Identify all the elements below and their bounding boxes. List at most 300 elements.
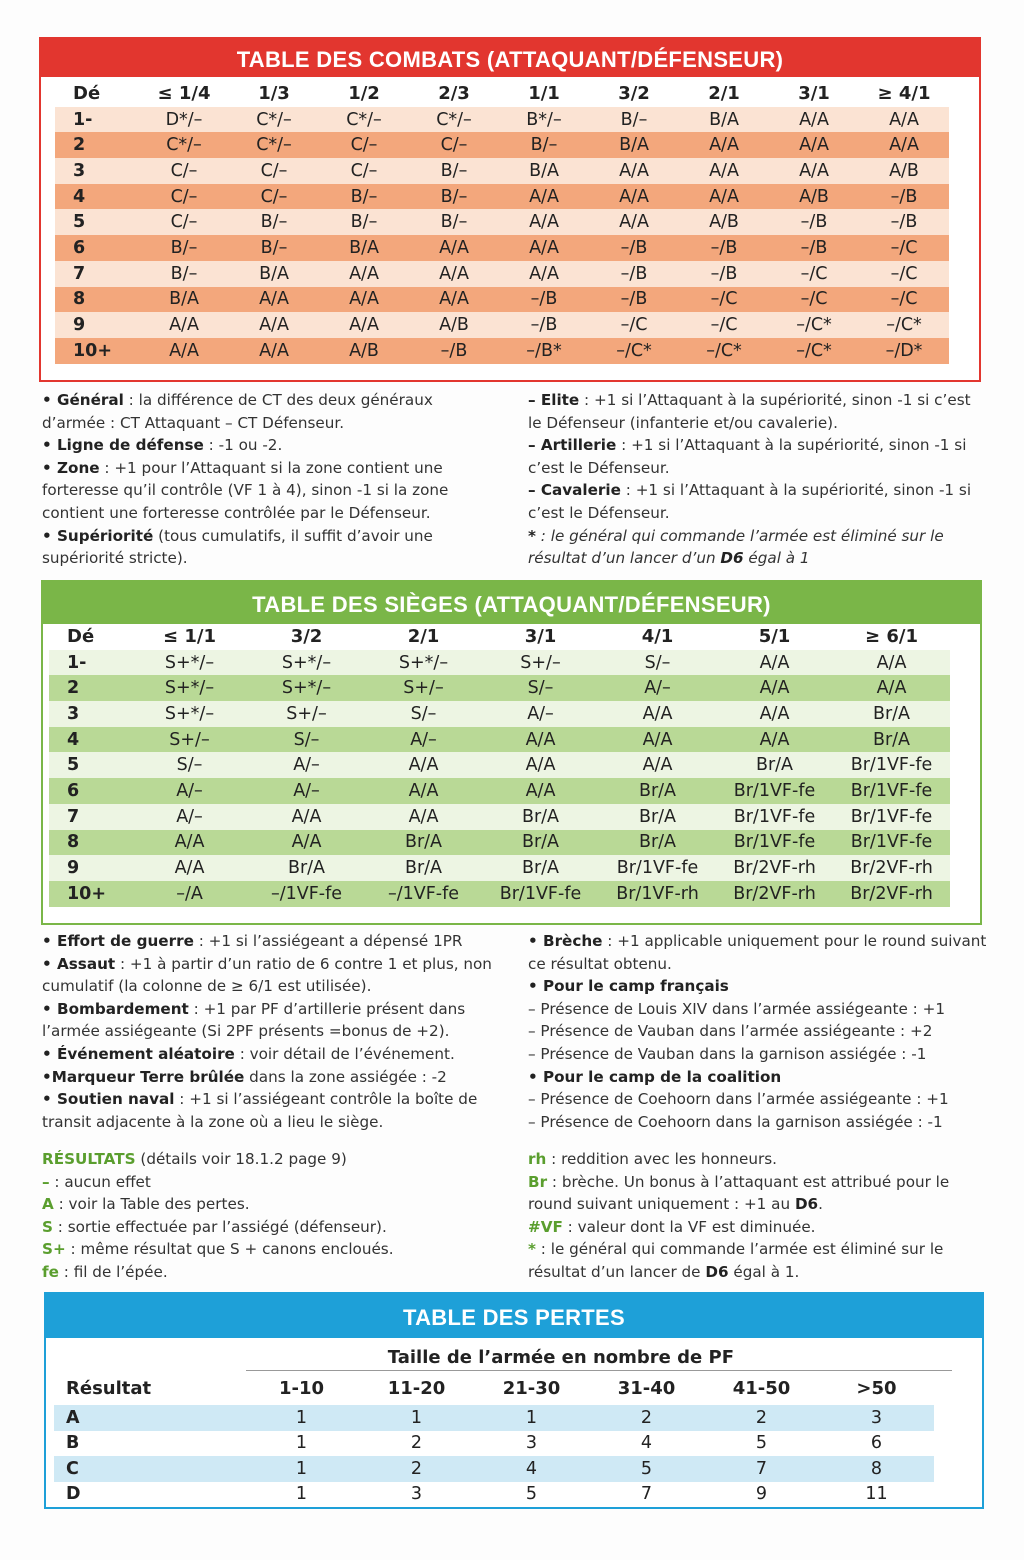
result-legend-item: rh : reddition avec les honneurs.: [528, 1150, 778, 1168]
losses-table-cell: 2: [640, 1407, 653, 1428]
siege-table-cell: 4: [67, 729, 80, 750]
combat-table-cell: A/A: [709, 186, 739, 207]
combat-table-cell: –/B: [440, 340, 468, 361]
siege-note-item: •Marqueur Terre brûlée dans la zone assiégée : -2: [42, 1067, 447, 1086]
combat-table-cell: B/–: [350, 212, 378, 233]
results-title: RÉSULTATS: [42, 1150, 136, 1168]
combat-table-cell: C/–: [170, 212, 198, 233]
combat-table-cell: A/A: [529, 263, 559, 284]
combat-table-cell: –/C: [710, 289, 738, 310]
combat-table-cell: –/C*: [886, 315, 922, 336]
siege-table-cell: S+*/–: [164, 703, 215, 724]
combat-table-cell: A/A: [799, 135, 829, 156]
siege-table-cell: 9: [67, 858, 80, 879]
combat-table-cell: A/A: [619, 160, 649, 181]
combat-table-cell: –/B: [890, 186, 918, 207]
losses-table-cell: 2: [755, 1407, 768, 1428]
combat-table-row: [55, 261, 949, 287]
losses-table-cell: 1: [295, 1484, 308, 1505]
combat-table-title: TABLE DES COMBATS (ATTAQUANT/DÉFENSEUR): [41, 39, 979, 77]
losses-table-header-cell: 11-20: [387, 1377, 446, 1399]
losses-table-header-cell: 21-30: [502, 1377, 561, 1399]
siege-table-cell: S+/–: [286, 703, 327, 724]
combat-table-cell: 6: [73, 237, 86, 258]
siege-table-cell: Br/1VF-rh: [616, 883, 699, 904]
losses-table-header-cell: >50: [856, 1377, 897, 1399]
siege-table-cell: Br/1VF-fe: [733, 780, 816, 801]
combat-table-cell: –/B: [620, 237, 648, 258]
losses-table-cell: 5: [755, 1433, 768, 1454]
combat-table-cell: A/A: [349, 263, 379, 284]
siege-table-header-row: [49, 624, 950, 650]
siege-table-cell: Br/A: [755, 755, 794, 776]
siege-table-cell: Br/2VF-rh: [733, 883, 816, 904]
combat-table-cell: D*/–: [165, 109, 203, 130]
losses-table-cell: 2: [410, 1433, 423, 1454]
result-legend-item: Br : brèche. Un bonus à l’attaquant est attribué pour le round suivant uniquement : +1 au D6.: [528, 1172, 950, 1214]
siege-table-cell: A/–: [410, 729, 437, 750]
combat-table-cell: A/A: [259, 340, 289, 361]
siege-table-cell: Br/2VF-rh: [733, 858, 816, 879]
losses-table-cell: 5: [640, 1458, 653, 1479]
combat-table-cell: A/A: [169, 340, 199, 361]
siege-table-cell: Br/1VF-fe: [733, 832, 816, 853]
combat-table-row: [55, 338, 949, 364]
siege-table-cell: A/A: [642, 729, 673, 750]
losses-table-cell: B: [66, 1433, 80, 1454]
combat-table-cell: A/A: [259, 315, 289, 336]
combat-table-cell: –/B: [620, 289, 648, 310]
combat-table-cell: 9: [73, 315, 86, 336]
losses-table-cell: 4: [640, 1433, 653, 1454]
combat-table-row: [55, 235, 949, 261]
combat-table-cell: C/–: [350, 135, 378, 156]
siege-table-cell: A/A: [525, 780, 556, 801]
losses-table-cell: D: [66, 1484, 81, 1505]
combat-table-cell: A/B: [889, 160, 919, 181]
losses-table-header-cell: Résultat: [66, 1377, 152, 1399]
losses-table-panel: [44, 1292, 984, 1509]
combat-table-cell: B/–: [440, 186, 468, 207]
results-legend-right: [528, 1148, 993, 1284]
siege-table-cell: –/A: [176, 883, 203, 904]
siege-table-cell: A/A: [759, 729, 790, 750]
losses-table-cell: 7: [755, 1458, 768, 1479]
combat-table-cell: A/A: [709, 135, 739, 156]
combat-note-item: • Zone : +1 pour l’Attaquant si la zone contient une forteresse qu’il contrôle (VF 1 à 4), sinon -1 si la zone contient une forteresse contrôlée par le Défenseur.: [42, 458, 449, 522]
siege-table-cell: –/1VF-fe: [270, 883, 343, 904]
combat-table-cell: 4: [73, 186, 86, 207]
combat-table-cell: B/–: [440, 212, 468, 233]
siege-table-cell: Br/A: [521, 806, 560, 827]
losses-table-cell: 9: [755, 1484, 768, 1505]
siege-table-header-cell: 4/1: [641, 626, 674, 648]
combat-note-item: • Général : la différence de CT des deux généraux d’armée : CT Attaquant – CT Défenseur.: [42, 391, 433, 432]
combat-note-item: – Cavalerie : +1 si l’Attaquant à la supériorité, sinon -1 si c’est le Défenseur.: [528, 481, 972, 522]
siege-table-cell: S+*/–: [281, 678, 332, 699]
siege-table-cell: Br/1VF-fe: [850, 806, 933, 827]
siege-table-cell: A/A: [408, 755, 439, 776]
losses-table-row: [54, 1405, 934, 1431]
siege-table-row: [49, 881, 950, 907]
combat-table-cell: 5: [73, 212, 86, 233]
siege-table-cell: Br/A: [521, 858, 560, 879]
siege-table-cell: S+*/–: [164, 652, 215, 673]
siege-table-cell: Br/2VF-rh: [850, 858, 933, 879]
siege-note-item: • Brèche : +1 applicable uniquement pour le round suivant ce résultat obtenu.: [528, 932, 987, 973]
siege-table-cell: 10+: [67, 883, 107, 904]
combat-table-header-cell: 1/2: [348, 83, 380, 105]
combat-table-cell: –/C*: [796, 315, 832, 336]
siege-table-cell: Br/1VF-fe: [733, 806, 816, 827]
losses-table-cell: 3: [410, 1484, 423, 1505]
siege-table: [49, 624, 950, 907]
siege-table-cell: 2: [67, 678, 80, 699]
siege-note-item: – Présence de Coehoorn dans l’armée assiégeante : +1: [528, 1090, 949, 1109]
combat-table-cell: B/–: [530, 135, 558, 156]
siege-table-cell: Br/2VF-rh: [850, 883, 933, 904]
combat-table-cell: B/A: [529, 160, 559, 181]
combat-table-cell: B/–: [170, 263, 198, 284]
combat-footnote: * : le général qui commande l’armée est éliminé sur le résultat d’un lancer d’un D6 égal à 1: [528, 526, 944, 568]
siege-table-cell: A/A: [408, 806, 439, 827]
losses-table-title: TABLE DES PERTES: [46, 1294, 982, 1338]
combat-table-header-cell: 3/2: [618, 83, 650, 105]
siege-table-cell: S+*/–: [164, 678, 215, 699]
combat-table-panel: [39, 37, 981, 382]
siege-table-cell: A/A: [759, 678, 790, 699]
combat-table-cell: A/A: [889, 109, 919, 130]
siege-table-header-cell: ≤ 1/1: [163, 626, 216, 648]
combat-table-cell: A/A: [529, 212, 559, 233]
siege-note-item: • Bombardement : +1 par PF d’artillerie présent dans l’armée assiégeante (Si 2PF présents =bonus de +2).: [42, 999, 466, 1041]
siege-table-cell: S/–: [293, 729, 320, 750]
losses-table-cell: 1: [410, 1407, 423, 1428]
siege-table-cell: Br/1VF-fe: [499, 883, 582, 904]
combat-table-cell: –/B: [890, 212, 918, 233]
combat-table-cell: C/–: [260, 160, 288, 181]
siege-table-row: [49, 830, 950, 856]
siege-table-cell: Br/A: [872, 703, 911, 724]
losses-table-subtitle: Taille de l’armée en nombre de PF: [246, 1346, 952, 1371]
losses-table-header-row: [54, 1371, 934, 1405]
combat-note-item: • Ligne de défense : -1 ou -2.: [42, 436, 283, 455]
siege-table-cell: S/–: [410, 703, 437, 724]
combat-table-cell: B/–: [170, 237, 198, 258]
combat-table-cell: –/B*: [526, 340, 562, 361]
combat-table-cell: A/A: [349, 289, 379, 310]
siege-table-row: [49, 675, 950, 701]
siege-table-cell: A/–: [527, 703, 554, 724]
losses-table-cell: 7: [640, 1484, 653, 1505]
siege-table-cell: A/A: [174, 858, 205, 879]
siege-table-cell: A/–: [644, 678, 671, 699]
siege-note-item: • Soutien naval : +1 si l’assiégeant contrôle la boîte de transit adjacente à la zone où a lieu le siège.: [42, 1090, 478, 1131]
combat-table-cell: –/C: [800, 289, 828, 310]
combat-table-header-cell: 2/1: [708, 83, 740, 105]
losses-table-cell: 1: [295, 1407, 308, 1428]
losses-table-cell: 8: [870, 1458, 883, 1479]
combat-table-cell: –/B: [530, 289, 558, 310]
siege-table-row: [49, 727, 950, 753]
siege-table-cell: 3: [67, 703, 80, 724]
siege-table-cell: A/A: [291, 806, 322, 827]
siege-table-cell: Br/A: [638, 806, 677, 827]
combat-table-cell: –/B: [530, 315, 558, 336]
combat-table-header-row: [55, 81, 949, 107]
combat-table-cell: A/A: [799, 160, 829, 181]
siege-table-row: [49, 778, 950, 804]
combat-table-header-cell: 3/1: [798, 83, 830, 105]
combat-table-cell: 7: [73, 263, 86, 284]
siege-table-cell: A/A: [876, 678, 907, 699]
siege-table-cell: Br/A: [638, 832, 677, 853]
combat-table-cell: B/A: [349, 237, 379, 258]
siege-table-cell: A/A: [759, 703, 790, 724]
combat-table-cell: A/B: [439, 315, 469, 336]
siege-table-cell: A/–: [293, 780, 320, 801]
losses-table-cell: 3: [870, 1407, 883, 1428]
losses-table-header-cell: 41-50: [732, 1377, 791, 1399]
combat-table-cell: A/A: [349, 315, 379, 336]
siege-table-cell: S+/–: [403, 678, 444, 699]
siege-table-cell: Br/1VF-fe: [850, 832, 933, 853]
combat-table-cell: A/A: [439, 237, 469, 258]
siege-note-item: – Présence de Louis XIV dans l’armée assiégeante : +1: [528, 999, 945, 1018]
combat-table-cell: –/C: [890, 237, 918, 258]
combat-table-cell: –/B: [800, 212, 828, 233]
losses-table-cell: 1: [295, 1458, 308, 1479]
combat-table-cell: A/A: [529, 186, 559, 207]
siege-notes-left: [42, 930, 502, 1133]
combat-table-row: [55, 209, 949, 235]
siege-table-row: [49, 701, 950, 727]
result-legend-item: * : le général qui commande l’armée est éliminé sur le résultat d’un lancer de D6 égal à 1.: [528, 1240, 944, 1281]
combat-table-row: [55, 107, 949, 133]
combat-table-row: [55, 158, 949, 184]
siege-table-header-cell: ≥ 6/1: [865, 626, 918, 648]
losses-table-row: [54, 1482, 934, 1508]
combat-table-cell: A/A: [709, 160, 739, 181]
siege-table-cell: A/A: [525, 729, 556, 750]
combat-table-cell: –/C: [890, 263, 918, 284]
combat-table-cell: 3: [73, 160, 86, 181]
losses-table-row: [54, 1431, 934, 1457]
siege-table-cell: 8: [67, 832, 80, 853]
combat-table-cell: A/A: [169, 315, 199, 336]
siege-table-cell: A/–: [293, 755, 320, 776]
siege-table-cell: 6: [67, 780, 80, 801]
combat-table-cell: B/A: [259, 263, 289, 284]
siege-note-item: • Événement aléatoire : voir détail de l’événement.: [42, 1044, 455, 1063]
combat-table-cell: C/–: [170, 186, 198, 207]
combat-table-cell: C/–: [170, 160, 198, 181]
losses-table-cell: 4: [525, 1458, 538, 1479]
siege-table-cell: S+/–: [520, 652, 561, 673]
combat-table-header-cell: ≥ 4/1: [877, 83, 931, 105]
combat-table-header-cell: Dé: [73, 83, 101, 105]
siege-table-cell: A/A: [174, 832, 205, 853]
losses-table-cell: A: [66, 1407, 80, 1428]
result-legend-item: S : sortie effectuée par l’assiégé (défenseur).: [42, 1217, 387, 1236]
combat-table-cell: –/B: [710, 263, 738, 284]
combat-table-header-cell: 1/1: [528, 83, 560, 105]
siege-note-item: – Présence de Coehoorn dans la garnison assiégée : -1: [528, 1112, 943, 1131]
combat-table-cell: B/A: [169, 289, 199, 310]
siege-note-item: – Présence de Vauban dans la garnison assiégée : -1: [528, 1044, 927, 1063]
combat-table-cell: A/A: [529, 237, 559, 258]
losses-table-cell: 1: [525, 1407, 538, 1428]
combat-table-cell: B/–: [260, 212, 288, 233]
result-legend-item: S+ : même résultat que S + canons encloués.: [42, 1240, 394, 1259]
combat-table-cell: C/–: [260, 186, 288, 207]
siege-table-cell: –/1VF-fe: [387, 883, 460, 904]
siege-table-cell: Br/A: [521, 832, 560, 853]
siege-table-cell: S/–: [644, 652, 671, 673]
combat-table-cell: B/–: [440, 160, 468, 181]
losses-table-row: [54, 1456, 934, 1482]
combat-table-cell: C/–: [440, 135, 468, 156]
combat-table-cell: –/B: [800, 237, 828, 258]
siege-table-cell: A/A: [642, 703, 673, 724]
siege-table-cell: 5: [67, 755, 80, 776]
siege-note-item: • Effort de guerre : +1 si l’assiégeant a dépensé 1PR: [42, 932, 463, 950]
combat-table-row: [55, 184, 949, 210]
combat-table-cell: C*/–: [166, 135, 202, 156]
combat-table-cell: C*/–: [256, 135, 292, 156]
combat-table-row: [55, 287, 949, 313]
losses-table-cell: 5: [525, 1484, 538, 1505]
siege-table-cell: A/–: [176, 806, 203, 827]
siege-note-item: – Présence de Vauban dans l’armée assiégeante : +2: [528, 1022, 933, 1041]
combat-table-cell: B/–: [620, 109, 648, 130]
combat-table-cell: A/A: [889, 135, 919, 156]
combat-table: [55, 81, 949, 364]
combat-note-item: – Artillerie : +1 si l’Attaquant à la supériorité, sinon -1 si c’est le Défenseur.: [528, 436, 967, 477]
losses-table-header-cell: 31-40: [617, 1377, 676, 1399]
combat-table-header-cell: ≤ 1/4: [157, 83, 211, 105]
combat-table-cell: B/–: [260, 237, 288, 258]
siege-table-row: [49, 752, 950, 778]
siege-table-panel: [41, 580, 982, 925]
combat-table-cell: A/B: [799, 186, 829, 207]
combat-table-cell: 8: [73, 289, 86, 310]
combat-table-cell: C*/–: [346, 109, 382, 130]
siege-table-cell: Br/A: [638, 780, 677, 801]
combat-note-item: – Elite : +1 si l’Attaquant à la supériorité, sinon -1 si c’est le Défenseur (infanterie et/ou cavalerie).: [528, 391, 971, 432]
combat-table-cell: –/C: [620, 315, 648, 336]
combat-table-cell: A/A: [619, 212, 649, 233]
combat-notes-right: [528, 389, 988, 570]
siege-table-cell: Br/A: [287, 858, 326, 879]
combat-table-header-cell: 1/3: [258, 83, 290, 105]
combat-table-cell: –/D*: [885, 340, 923, 361]
combat-table-cell: A/B: [349, 340, 379, 361]
combat-table-cell: 10+: [73, 340, 113, 361]
losses-table-cell: 2: [410, 1458, 423, 1479]
result-legend-item: A : voir la Table des pertes.: [42, 1195, 250, 1214]
combat-table-cell: –/C: [800, 263, 828, 284]
siege-table-cell: 7: [67, 806, 80, 827]
losses-table-cell: 3: [525, 1433, 538, 1454]
losses-table-header-cell: 1-10: [278, 1377, 325, 1399]
losses-table: [54, 1371, 934, 1507]
siege-table-cell: Br/1VF-fe: [850, 780, 933, 801]
combat-table-cell: 1-: [73, 109, 93, 130]
siege-table-cell: A/–: [176, 780, 203, 801]
siege-table-cell: A/A: [642, 755, 673, 776]
combat-table-row: [55, 312, 949, 338]
siege-table-cell: Br/1VF-fe: [850, 755, 933, 776]
siege-table-cell: A/A: [759, 652, 790, 673]
siege-table-cell: S+*/–: [281, 652, 332, 673]
combat-table-cell: –/C*: [706, 340, 742, 361]
siege-table-cell: A/A: [525, 755, 556, 776]
siege-table-row: [49, 804, 950, 830]
combat-table-cell: –/C*: [796, 340, 832, 361]
siege-table-cell: 1-: [67, 652, 87, 673]
siege-table-row: [49, 855, 950, 881]
siege-table-header-cell: 2/1: [407, 626, 440, 648]
combat-table-cell: B/–: [350, 186, 378, 207]
combat-table-cell: C*/–: [436, 109, 472, 130]
combat-table-cell: A/A: [619, 186, 649, 207]
siege-table-row: [49, 650, 950, 676]
siege-table-header-cell: 3/1: [524, 626, 557, 648]
siege-table-cell: A/A: [408, 780, 439, 801]
siege-table-cell: Br/A: [872, 729, 911, 750]
combat-table-cell: –/C: [710, 315, 738, 336]
siege-note-item: • Assaut : +1 à partir d’un ratio de 6 contre 1 et plus, non cumulatif (la colonne de ≥ 6/1 est utilisée).: [42, 954, 492, 996]
combat-table-cell: C*/–: [256, 109, 292, 130]
siege-table-cell: S/–: [176, 755, 203, 776]
combat-table-cell: –/C: [890, 289, 918, 310]
combat-table-cell: B*/–: [526, 109, 562, 130]
results-legend-left: RÉSULTATS (détails voir 18.1.2 page 9) – : aucun effet A : voir la Table des pertes. S : sortie effectuée par l’assiégé (défenseur). S+ : même résultat que S + canons encloués. fe : fil de l’épée.: [42, 1148, 502, 1284]
siege-note-item: • Pour le camp de la coalition: [528, 1067, 782, 1086]
combat-table-cell: 2: [73, 135, 86, 156]
combat-table-cell: A/A: [439, 263, 469, 284]
combat-table-header-cell: 2/3: [438, 83, 470, 105]
combat-table-cell: A/B: [709, 212, 739, 233]
siege-table-cell: S+/–: [169, 729, 210, 750]
siege-table-cell: Br/A: [404, 858, 443, 879]
result-legend-item: fe : fil de l’épée.: [42, 1262, 168, 1281]
combat-table-cell: –/B: [710, 237, 738, 258]
siege-table-header-cell: 3/2: [290, 626, 323, 648]
siege-table-title: TABLE DES SIÈGES (ATTAQUANT/DÉFENSEUR): [43, 582, 980, 624]
combat-table-cell: –/B: [620, 263, 648, 284]
siege-table-cell: Br/A: [404, 832, 443, 853]
combat-table-cell: A/A: [259, 289, 289, 310]
combat-table-row: [55, 132, 949, 158]
losses-table-cell: C: [66, 1458, 79, 1479]
combat-table-cell: A/A: [439, 289, 469, 310]
siege-table-cell: A/A: [291, 832, 322, 853]
combat-notes-left: [42, 389, 492, 570]
losses-table-cell: 1: [295, 1433, 308, 1454]
result-legend-item: #VF : valeur dont la VF est diminuée.: [528, 1217, 816, 1236]
combat-table-cell: A/A: [799, 109, 829, 130]
combat-table-cell: B/A: [709, 109, 739, 130]
combat-table-cell: –/C*: [616, 340, 652, 361]
combat-table-cell: C/–: [350, 160, 378, 181]
siege-table-cell: S/–: [527, 678, 554, 699]
siege-table-cell: S+*/–: [398, 652, 449, 673]
losses-table-cell: 6: [870, 1433, 883, 1454]
siege-note-item: • Pour le camp français: [528, 977, 729, 996]
siege-table-cell: Br/1VF-fe: [616, 858, 699, 879]
